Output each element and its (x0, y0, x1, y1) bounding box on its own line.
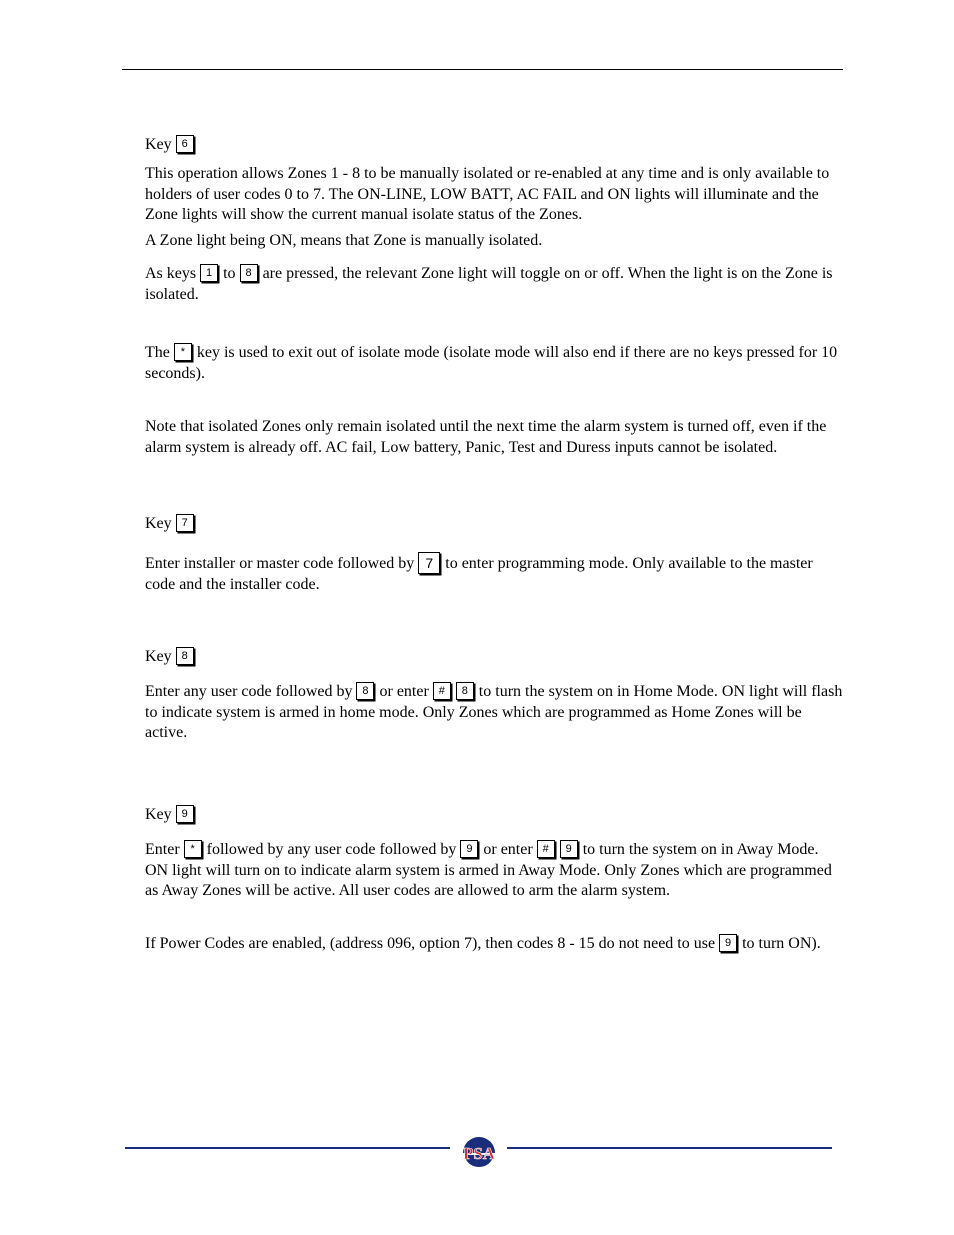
key9-paragraph-1 (145, 840, 845, 902)
text-run: or enter (483, 841, 533, 858)
key-9-icon: 9 (560, 840, 578, 858)
key-star-icon: * (174, 343, 192, 361)
key6-paragraph-1: This operation allows Zones 1 - 8 to be manually isolated or re-enabled at any time and is only available to holders of user codes 0 to 7. The ON-LINE, LOW BATT, AC FAIL and ON lights will illuminate and the Zone lights will show the current manual isolate status of the Zones. (145, 165, 830, 223)
text-run: As keys (145, 265, 197, 282)
key8-heading (145, 647, 845, 668)
text-run: Enter installer or master code followed by (145, 555, 415, 572)
key-7-icon: 7 (418, 552, 440, 574)
header-rule (122, 69, 843, 70)
heading-text: Key (145, 806, 172, 823)
text-run: or enter (379, 683, 429, 700)
key-8-icon: 8 (456, 682, 474, 700)
key-9-icon: 9 (176, 805, 194, 823)
text-run: Enter (145, 841, 180, 858)
key-8-icon: 8 (176, 647, 194, 665)
text-run: to enter programming mode. Only available to the master code and the installer code. (145, 555, 813, 593)
heading-text: Key (145, 648, 172, 665)
heading-text: Key (145, 515, 172, 532)
text-run: key is used to exit out of isolate mode (isolate mode will also end if there are no keys pressed for 10 seconds). (145, 344, 838, 382)
key7-heading (145, 514, 845, 535)
key8-paragraph-1 (145, 682, 845, 744)
key7-paragraph-1 (145, 552, 845, 595)
key6-paragraph-2: A Zone light being ON, means that Zone is manually isolated. (145, 232, 543, 249)
footer-rule-left (125, 1147, 450, 1149)
key9-heading (145, 805, 845, 826)
psa-logo-icon (459, 1133, 499, 1169)
text-run: to (223, 265, 236, 282)
key-star-icon: * (184, 840, 202, 858)
logo-text: PSA (462, 1144, 496, 1163)
key-hash-icon: # (433, 682, 451, 700)
key-7-icon: 7 (176, 514, 194, 532)
key-8-icon: 8 (240, 264, 258, 282)
key-hash-icon: # (537, 840, 555, 858)
key9-paragraph-2 (145, 934, 845, 955)
key-6-icon: 6 (176, 135, 194, 153)
text-run: to turn the system on in Home Mode. ON light will flash to indicate system is armed in home mode. Only Zones which are programmed as Home Zones will be active. (145, 683, 843, 741)
key6-paragraph-4 (145, 343, 845, 384)
key6-heading (145, 135, 845, 156)
heading-text: Key (145, 136, 172, 153)
key6-paragraph-3 (145, 264, 845, 305)
key6-paragraph-5: Note that isolated Zones only remain isolated until the next time the alarm system is turned off, even if the alarm system is already off. AC fail, Low battery, Panic, Test and Duress inputs cannot be isolated. (145, 418, 827, 456)
text-run: If Power Codes are enabled, (address 096, option 7), then codes 8 - 15 do not need to use (145, 935, 716, 952)
text-run: Enter any user code followed by (145, 683, 353, 700)
text-run: The (145, 344, 170, 361)
text-run: to turn the system on in Away Mode. ON light will turn on to indicate alarm system is armed in Away Mode. Only Zones which are programmed as Away Zones will be active. All user codes are allowed to arm the alarm system. (145, 841, 832, 899)
key-8-icon: 8 (356, 682, 374, 700)
key-9-icon: 9 (460, 840, 478, 858)
key-9-icon: 9 (719, 934, 737, 952)
text-run: followed by any user code followed by (206, 841, 457, 858)
text-run: to turn ON). (742, 935, 821, 952)
text-run: are pressed, the relevant Zone light will toggle on or off. When the light is on the Zone is isolated. (145, 265, 833, 303)
key-1-icon: 1 (200, 264, 218, 282)
footer-rule-right (507, 1147, 832, 1149)
